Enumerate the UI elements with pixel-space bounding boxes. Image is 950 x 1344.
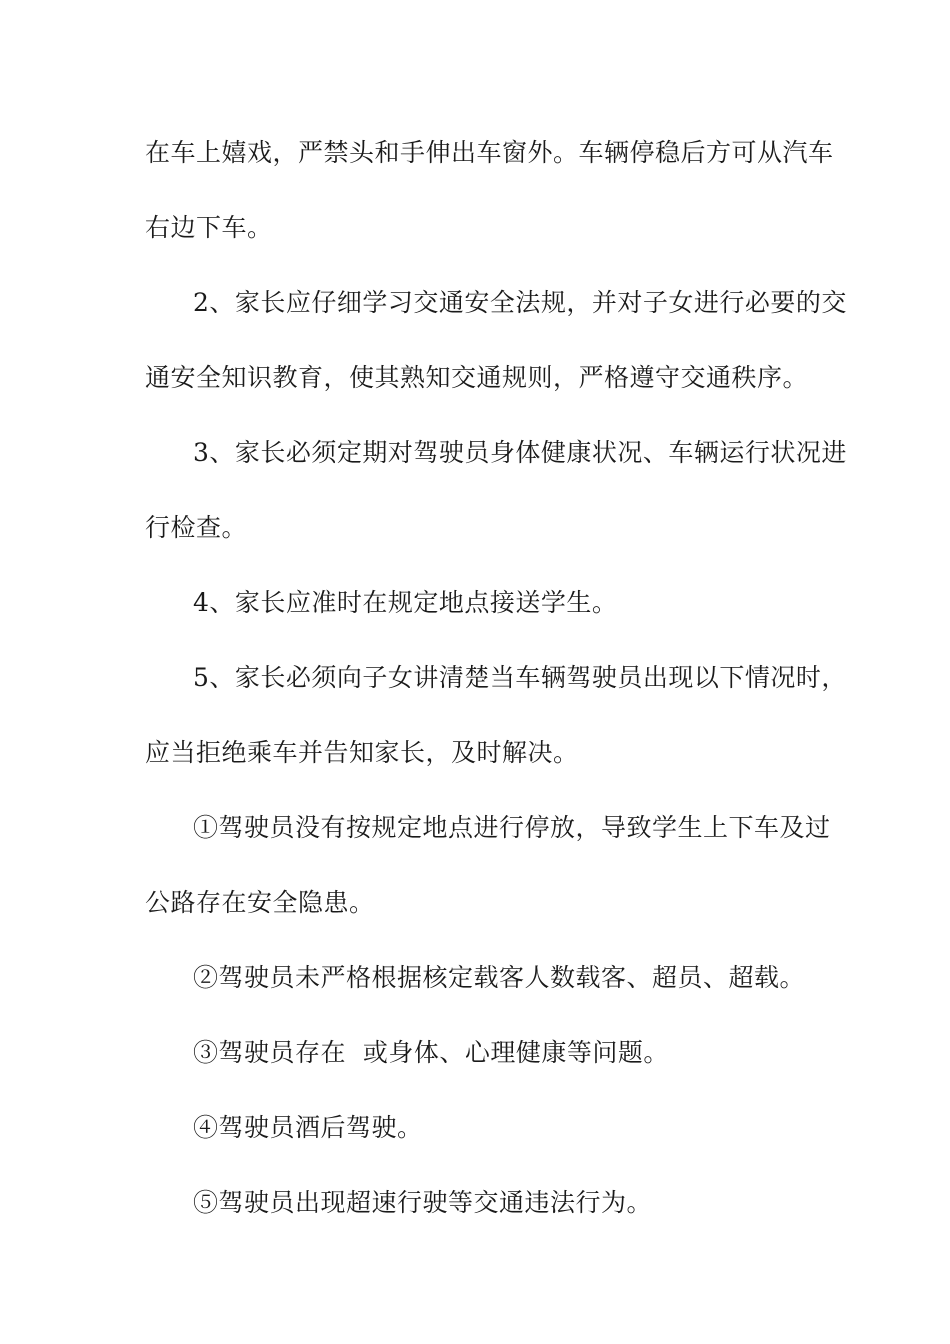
list-item-4: ④驾驶员酒后驾驶。 <box>193 1113 423 1142</box>
text-line: 右边下车。 <box>145 213 273 242</box>
list-item-2: ②驾驶员未严格根据核定载客人数载客、超员、超载。 <box>193 963 806 992</box>
list-item-3: ③驾驶员存在 或身体、心理健康等问题。 <box>193 1038 669 1067</box>
text-line: 在车上嬉戏，严禁头和手伸出车窗外。车辆停稳后方可从汽车 <box>145 138 834 167</box>
list-item-1-line: ①驾驶员没有按规定地点进行停放，导致学生上下车及过 <box>193 813 831 842</box>
text-line: 公路存在安全隐患。 <box>145 888 375 917</box>
text-line: 通安全知识教育，使其熟知交通规则，严格遵守交通秩序。 <box>145 363 809 392</box>
text-line: 应当拒绝乘车并告知家长，及时解决。 <box>145 738 579 767</box>
text-line: 行检查。 <box>145 513 248 542</box>
paragraph-3-line: 3、家长必须定期对驾驶员身体健康状况、车辆运行状况进 <box>193 438 847 467</box>
paragraph-4-line: 4、家长应准时在规定地点接送学生。 <box>193 588 618 617</box>
paragraph-2-line: 2、家长应仔细学习交通安全法规，并对子女进行必要的交 <box>193 288 847 317</box>
list-item-5: ⑤驾驶员出现超速行驶等交通违法行为。 <box>193 1188 653 1217</box>
paragraph-5-line: 5、家长必须向子女讲清楚当车辆驾驶员出现以下情况时， <box>193 663 847 692</box>
